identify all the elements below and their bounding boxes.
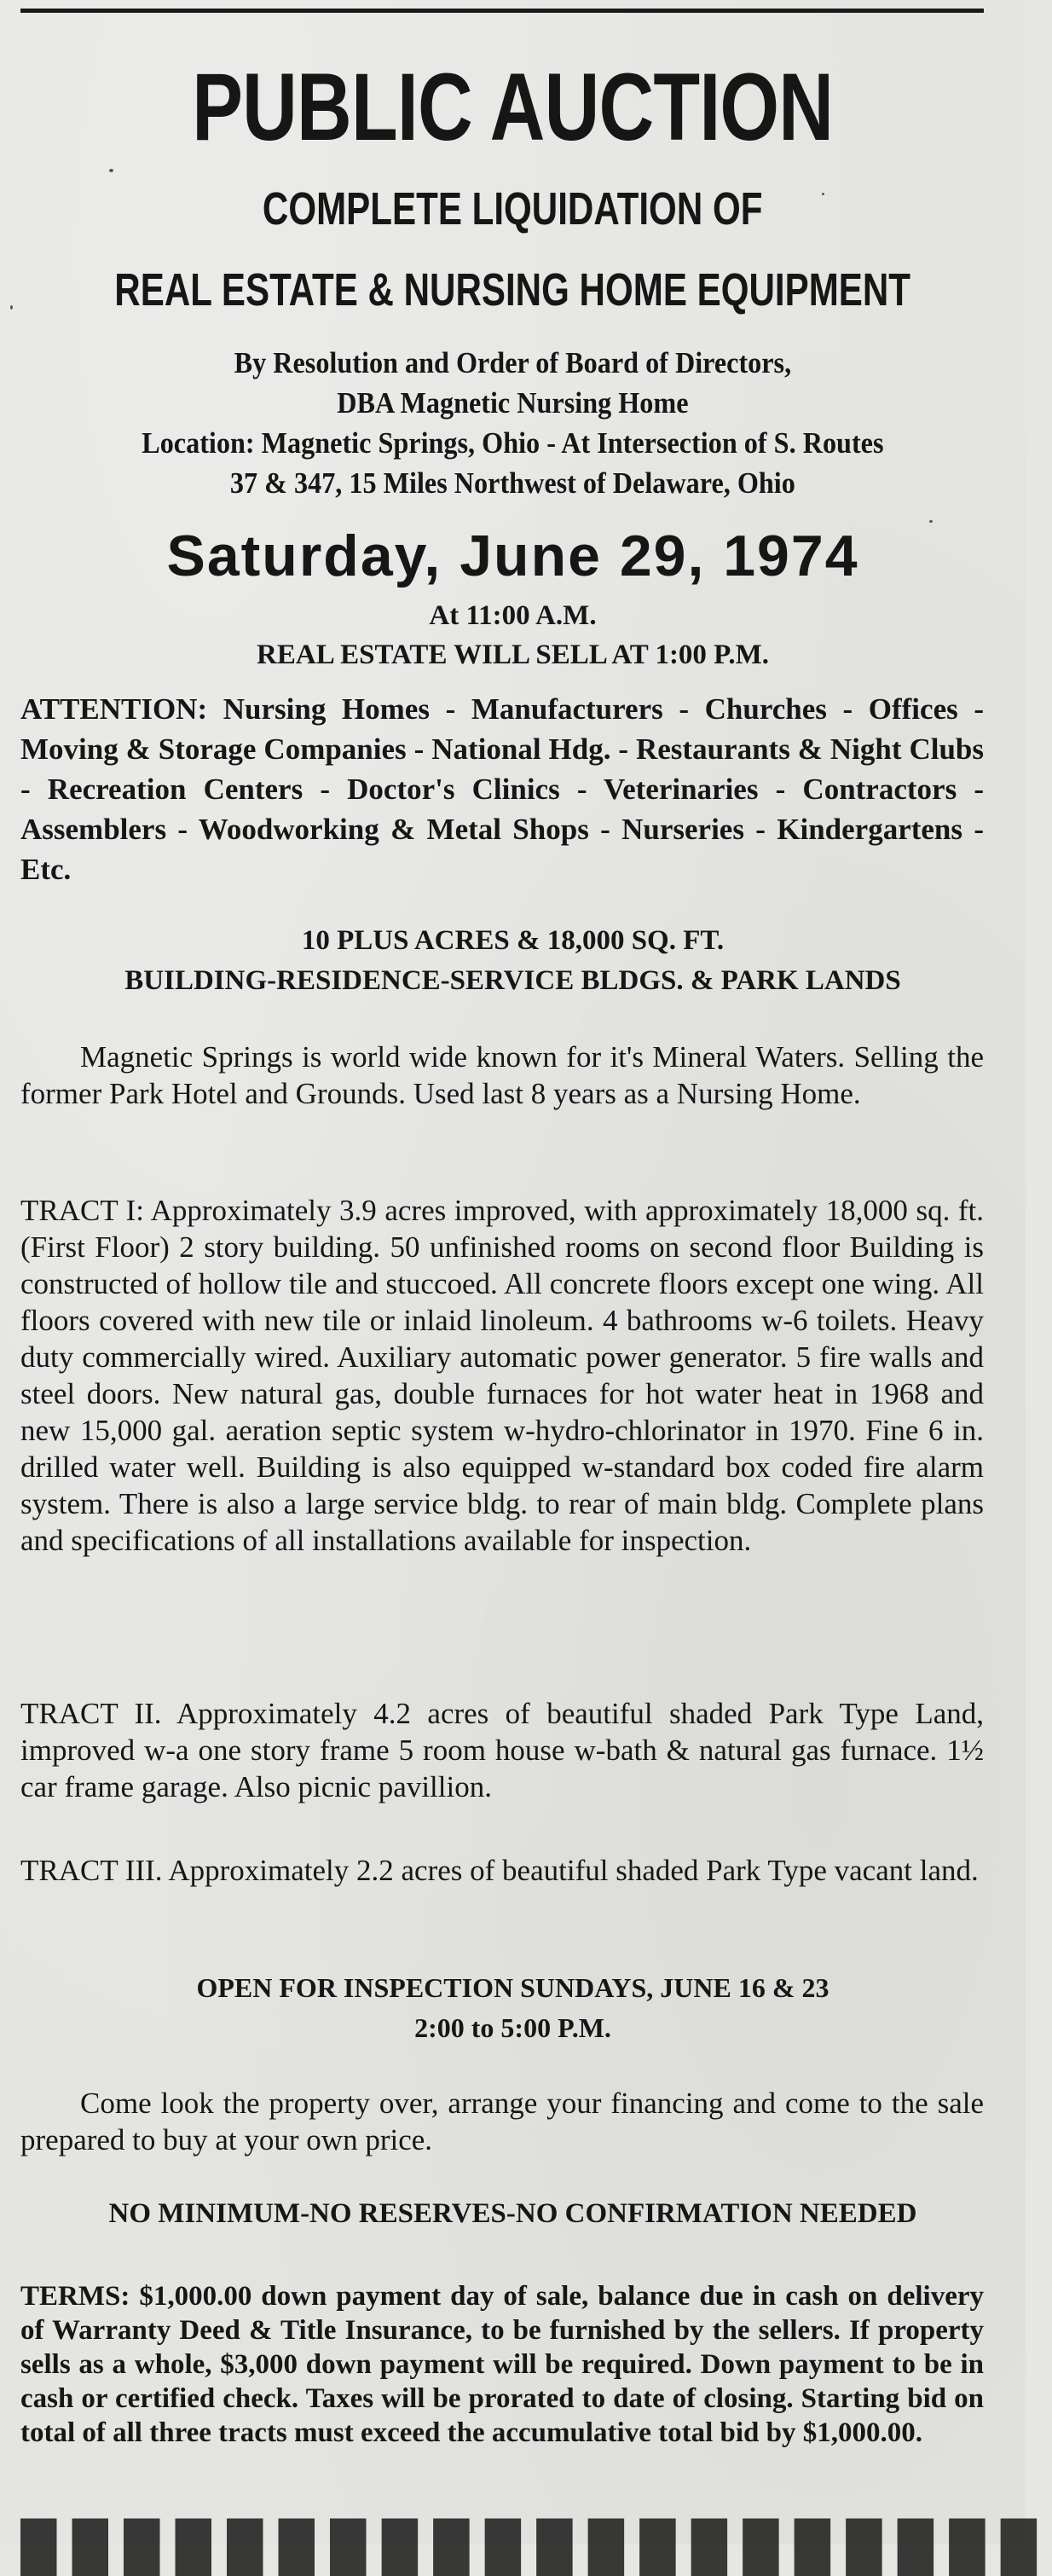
print-speck: [10, 305, 13, 310]
tract-2-paragraph: TRACT II. Approximately 4.2 acres of beautiful shaded Park Type Land, improved w-a one story frame 5 room house w-bath & natural gas furnace. 1½ car frame garage. Also picnic pavillion.: [20, 1697, 984, 1803]
ad-subtitle-line2: REAL ESTATE & NURSING HOME EQUIPMENT: [114, 264, 911, 315]
print-speck: [109, 169, 113, 172]
byline-block: [41, 343, 985, 503]
inspection-heading: [0, 1968, 1026, 2048]
acres-heading: [0, 921, 1026, 1001]
tract-3-paragraph: TRACT III. Approximately 2.2 acres of beautiful shaded Park Type vacant land.: [20, 1854, 979, 1887]
auction-date: Saturday, June 29, 1974: [166, 524, 859, 588]
byline-line: 37 & 347, 15 Miles Northwest of Delaware, Ohio: [229, 466, 795, 500]
ad-subtitle-line1: COMPLETE LIQUIDATION OF: [262, 183, 763, 234]
real-estate-time: REAL ESTATE WILL SELL AT 1:00 P.M.: [257, 640, 769, 670]
print-speck: [929, 520, 933, 523]
byline-line: By Resolution and Order of Board of Directors,: [234, 346, 792, 379]
ad-title: PUBLIC AUCTION: [192, 54, 834, 160]
come-look-paragraph: Come look the property over, arrange your financing and come to the sale prepared to buy at your own price.: [20, 2087, 984, 2156]
print-speck: [822, 193, 824, 195]
acres-heading-line1: 10 PLUS ACRES & 18,000 SQ. FT.: [301, 925, 725, 956]
top-border-rule: [20, 9, 984, 13]
byline-line: Location: Magnetic Springs, Ohio - At Intersection of S. Routes: [142, 426, 884, 460]
intro-paragraph: Magnetic Springs is world wide known for it's Mineral Waters. Selling the former Park Hotel and Grounds. Used last 8 years as a Nursing Home.: [20, 1040, 984, 1110]
attention-paragraph: ATTENTION: Nursing Homes - Manufacturers - Churches - Offices - Moving & Storage Companies - National Hdg. - Restaurants & Night Clubs - Recreation Centers - Doctor's Clinics - Veterinaries - Contractors - Assemblers - Woodworking & Metal Shops - Nurseries - Kindergartens - Etc.: [20, 692, 984, 886]
cut-off-next-ad-fragment: ████████████████████: [20, 2519, 1052, 2576]
tract-1-paragraph: TRACT I: Approximately 3.9 acres improved, with approximately 18,000 sq. ft. (First Floor) 2 story building. 50 unfinished rooms on second floor Building is constructed of hollow tile and stuccoed. All concrete floors except one wing. All floors covered with new tile or inlaid linoleum. 4 bathrooms w-6 toilets. Heavy duty commercially wired. Auxiliary automatic power generator. 5 fire walls and steel doors. New natural gas, double furnaces for hot water heat in 1968 and new 15,000 gal. aeration septic system w-hydro-chlorinator in 1970. Fine 6 in. drilled water well. Building is also equipped w-standard box coded fire alarm system. There is also a large service bldg. to rear of main bldg. Complete plans and specifications of all installations available for inspection.: [20, 1194, 984, 1557]
terms-paragraph: TERMS: $1,000.00 down payment day of sale, balance due in cash on delivery of Warranty Deed & Title Insurance, to be furnished by the sellers. If property sells as a whole, $3,000 down payment will be required. Down payment to be in cash or certified check. Taxes will be prorated to date of closing. Starting bid on total of all three tracts must exceed the accumulative total bid by $1,000.00.: [20, 2281, 984, 2448]
byline-line: DBA Magnetic Nursing Home: [337, 386, 689, 420]
inspection-heading-line1: OPEN FOR INSPECTION SUNDAYS, JUNE 16 & 23: [196, 1972, 829, 2003]
no-minimum-heading: NO MINIMUM-NO RESERVES-NO CONFIRMATION NEEDED: [108, 2198, 917, 2229]
auction-start-time: At 11:00 A.M.: [429, 600, 597, 631]
inspection-heading-line2: 2:00 to 5:00 P.M.: [414, 2012, 611, 2043]
acres-heading-line2: BUILDING-RESIDENCE-SERVICE BLDGS. & PARK LANDS: [124, 965, 901, 996]
